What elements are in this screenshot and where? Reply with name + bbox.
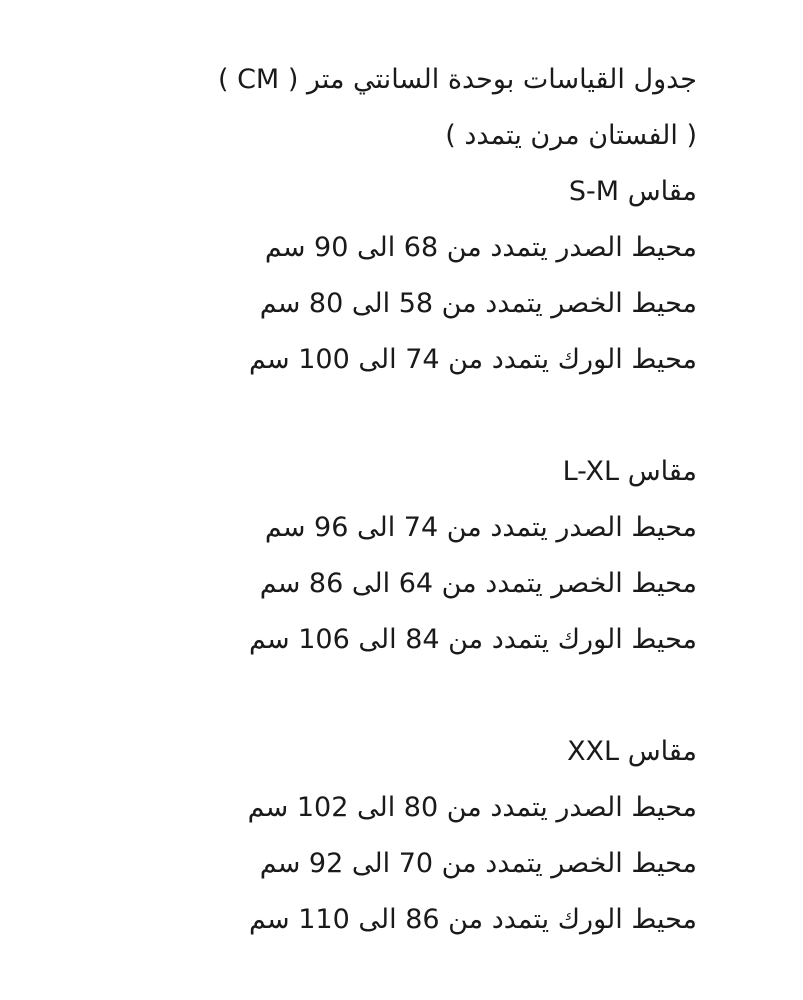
waist-measurement: محيط الخصر يتمدد من 70 الى 92 سم: [259, 848, 697, 879]
size-chart-document: [97, 52, 697, 948]
spacer: [97, 388, 697, 444]
hip-measurement: محيط الورك يتمدد من 86 الى 110 سم: [249, 904, 697, 935]
size-block-xxl: [97, 724, 697, 948]
size-block-s-m: [97, 164, 697, 388]
chart-title: جدول القياسات بوحدة السانتي متر ( CM ): [217, 64, 697, 95]
size-label: مقاس XXL: [567, 736, 697, 767]
size-label: مقاس L-XL: [562, 456, 697, 487]
spacer: [97, 668, 697, 724]
chest-measurement: محيط الصدر يتمدد من 68 الى 90 سم: [264, 232, 697, 263]
size-label: مقاس S-M: [568, 176, 697, 207]
chest-measurement: محيط الصدر يتمدد من 74 الى 96 سم: [264, 512, 697, 543]
stretch-note: ( الفستان مرن يتمدد ): [445, 120, 697, 151]
size-block-l-xl: [97, 444, 697, 668]
hip-measurement: محيط الورك يتمدد من 84 الى 106 سم: [249, 624, 697, 655]
waist-measurement: محيط الخصر يتمدد من 64 الى 86 سم: [259, 568, 697, 599]
chest-measurement: محيط الصدر يتمدد من 80 الى 102 سم: [247, 792, 697, 823]
hip-measurement: محيط الورك يتمدد من 74 الى 100 سم: [249, 344, 697, 375]
waist-measurement: محيط الخصر يتمدد من 58 الى 80 سم: [259, 288, 697, 319]
